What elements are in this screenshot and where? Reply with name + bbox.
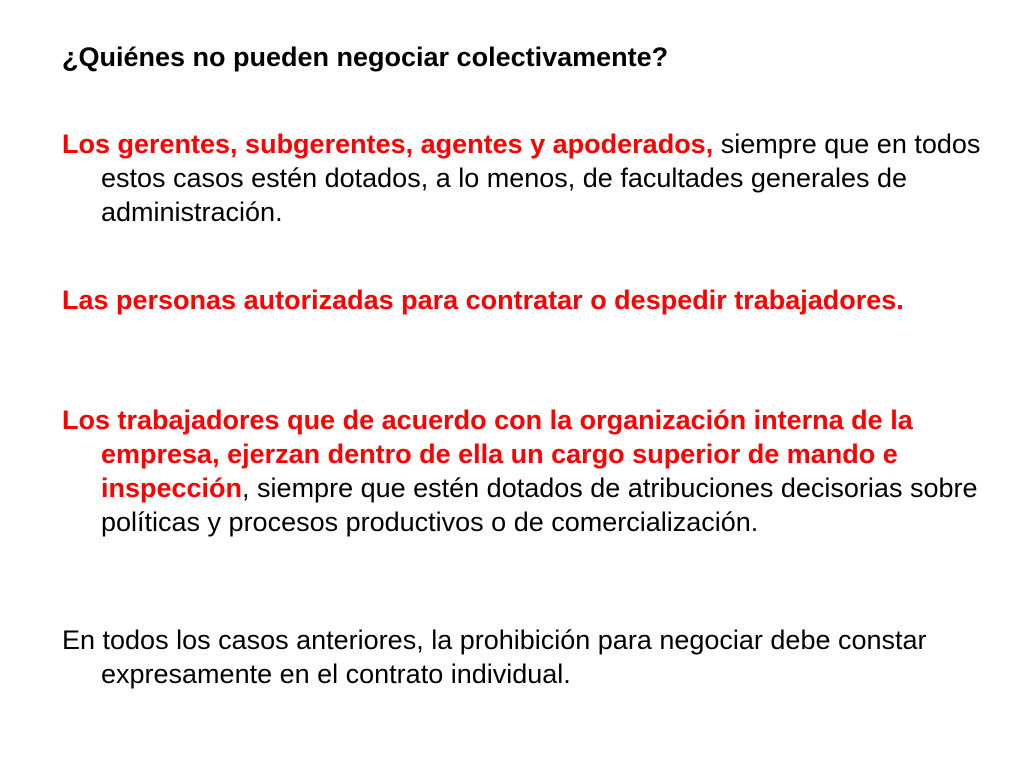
paragraph-authorized-persons xyxy=(62,283,1006,317)
paragraph-prohibition: En todos los casos anteriores, la prohibición para negociar debe constar expresamente en el contrato individual. xyxy=(62,625,927,689)
paragraph-managers xyxy=(62,127,1006,229)
paragraph-managers-highlight: Los gerentes, subgerentes, agentes y apoderados, xyxy=(62,129,714,159)
slide-title: ¿Quiénes no pueden negociar colectivamente? xyxy=(62,42,669,72)
paragraph-managers-text: siempre que en todos estos casos estén dotados, a lo menos, de facultades generales de administración. xyxy=(101,129,981,227)
paragraph-workers-command xyxy=(62,403,1006,539)
paragraph-workers-command-text: , siempre que estén dotados de atribuciones decisorias sobre políticas y procesos productivos o de comercialización. xyxy=(101,473,978,537)
paragraph-authorized-persons-highlight: Las personas autorizadas para contratar o despedir trabajadores. xyxy=(62,285,904,315)
paragraph-workers-command-highlight: Los trabajadores que de acuerdo con la organización interna de la empresa, ejerzan dentro de ella un cargo superior de mando e inspección xyxy=(62,405,913,503)
